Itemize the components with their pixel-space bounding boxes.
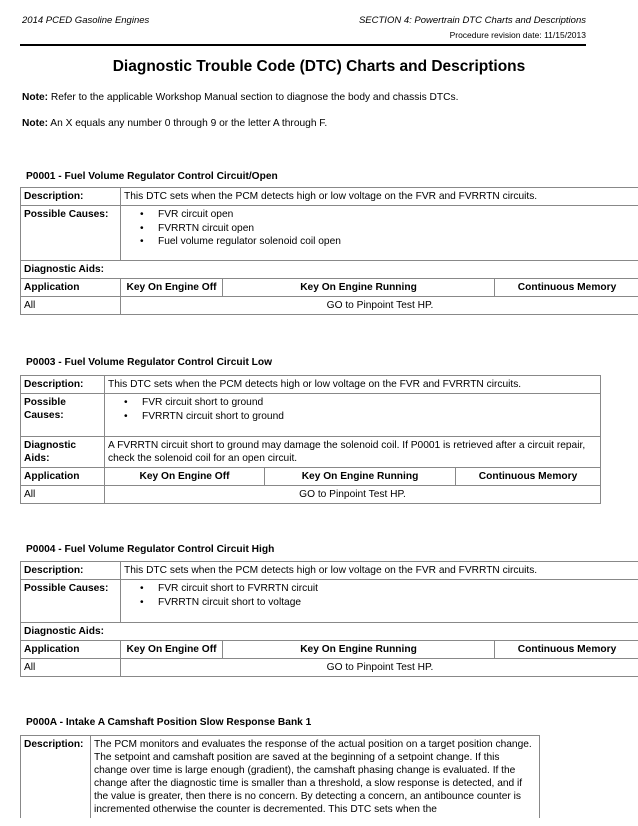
pinpoint-test-ref: GO to Pinpoint Test HP. [121, 659, 638, 677]
table-row [21, 736, 540, 819]
diagnostic-aids-label-line1: Diagnostic [24, 440, 77, 451]
possible-causes-cell [105, 394, 601, 437]
diagnostic-aids-label: Diagnostic Aids: [21, 261, 638, 279]
list-item: • FVR circuit short to ground [108, 396, 597, 410]
application-value: All [21, 297, 121, 315]
list-item: • Fuel volume regulator solenoid coil open [124, 235, 636, 249]
continuous-memory-header: Continuous Memory [456, 468, 601, 486]
pinpoint-test-ref: GO to Pinpoint Test HP. [121, 297, 638, 315]
application-header: Application [21, 468, 105, 486]
koer-header: Key On Engine Running [223, 641, 495, 659]
header-rule [20, 44, 586, 46]
table-row [21, 486, 601, 504]
possible-causes-label-line1: Possible [24, 397, 66, 408]
description-text: The PCM monitors and evaluates the response of the actual position on a target position change. The setpoint and camshaft position are saved at the beginning of a setpoint change. If this change over time is large enough (gradient), the camshaft phasing change is evaluated. If the change after the diagnostic time is smaller than a threshold, a slow response is detected, and if the value is greater, then there is no concern. By detecting a concern, an antibounce counter is incremented otherwise the counter is decremented. This DTC sets when the [91, 736, 540, 819]
document-header-left: 2014 PCED Gasoline Engines [22, 15, 150, 26]
dtc-p0004-table [20, 561, 638, 677]
continuous-memory-header: Continuous Memory [495, 279, 638, 297]
description-label: Description: [21, 376, 105, 394]
table-row [21, 394, 601, 437]
description-label: Description: [21, 562, 121, 580]
dtc-p000a-title: P000A - Intake A Camshaft Position Slow Response Bank 1 [26, 717, 312, 728]
table-row [21, 562, 638, 580]
description-text: This DTC sets when the PCM detects high or low voltage on the FVR and FVRRTN circuits. [105, 376, 601, 394]
possible-causes-label: Possible Causes: [21, 206, 121, 261]
dtc-p0004-title: P0004 - Fuel Volume Regulator Control Circuit High [26, 544, 275, 555]
document-header-right: SECTION 4: Powertrain DTC Charts and Descriptions [358, 15, 586, 26]
table-row [21, 659, 638, 677]
possible-causes-label: Possible Causes: [21, 580, 121, 623]
note-label: Note: [22, 92, 49, 103]
table-row [21, 297, 638, 315]
note-label: Note: [22, 118, 49, 129]
possible-causes-cell [121, 206, 638, 261]
list-item: • FVRRTN circuit short to ground [108, 410, 597, 424]
diagnostic-aids-text: A FVRRTN circuit short to ground may damage the solenoid coil. If P0001 is retrieved after a circuit repair, check the solenoid coil for an open circuit. [105, 437, 601, 468]
list-item: • FVR circuit short to FVRRTN circuit [124, 582, 636, 596]
table-row [21, 580, 638, 623]
application-value: All [21, 659, 121, 677]
pinpoint-test-ref: GO to Pinpoint Test HP. [105, 486, 601, 504]
dtc-p0001-title: P0001 - Fuel Volume Regulator Control Circuit/Open [26, 171, 278, 182]
koer-header: Key On Engine Running [265, 468, 456, 486]
dtc-p0001-table [20, 187, 638, 315]
table-row [21, 623, 638, 641]
table-row [21, 188, 638, 206]
table-row [21, 261, 638, 279]
koer-header: Key On Engine Running [223, 279, 495, 297]
koeo-header: Key On Engine Off [105, 468, 265, 486]
application-value: All [21, 486, 105, 504]
note-text: Refer to the applicable Workshop Manual section to diagnose the body and chassis DTCs. [48, 92, 459, 103]
continuous-memory-header: Continuous Memory [495, 641, 638, 659]
dtc-p0003-title: P0003 - Fuel Volume Regulator Control Circuit Low [26, 357, 273, 368]
description-text: This DTC sets when the PCM detects high or low voltage on the FVR and FVRRTN circuits. [121, 562, 638, 580]
koeo-header: Key On Engine Off [121, 279, 223, 297]
application-header: Application [21, 641, 121, 659]
description-text: This DTC sets when the PCM detects high or low voltage on the FVR and FVRRTN circuits. [121, 188, 638, 206]
application-header: Application [21, 279, 121, 297]
diagnostic-aids-label: Diagnostic Aids: [21, 623, 638, 641]
diagnostic-aids-label [21, 437, 105, 468]
possible-causes-label [21, 394, 105, 437]
note-workshop-manual [22, 92, 458, 103]
koeo-header: Key On Engine Off [121, 641, 223, 659]
table-row [21, 376, 601, 394]
table-row [21, 468, 601, 486]
description-label: Description: [21, 188, 121, 206]
diagnostic-aids-label-line2: Aids: [24, 453, 50, 464]
note-x-equals [22, 118, 327, 129]
description-label: Description: [21, 736, 91, 819]
page-title: Diagnostic Trouble Code (DTC) Charts and Descriptions [112, 58, 526, 75]
table-row [21, 641, 638, 659]
list-item: • FVRRTN circuit short to voltage [124, 596, 636, 610]
list-item: • FVRRTN circuit open [124, 222, 636, 236]
dtc-p000a-table [20, 735, 540, 818]
table-row [21, 206, 638, 261]
table-row [21, 279, 638, 297]
possible-causes-cell [121, 580, 638, 623]
note-text: An X equals any number 0 through 9 or the letter A through F. [48, 118, 328, 129]
revision-date: Procedure revision date: 11/15/2013 [449, 30, 586, 40]
table-row [21, 437, 601, 468]
dtc-p0003-table [20, 375, 601, 504]
list-item: • FVR circuit open [124, 208, 636, 222]
possible-causes-label-line2: Causes: [24, 410, 64, 421]
